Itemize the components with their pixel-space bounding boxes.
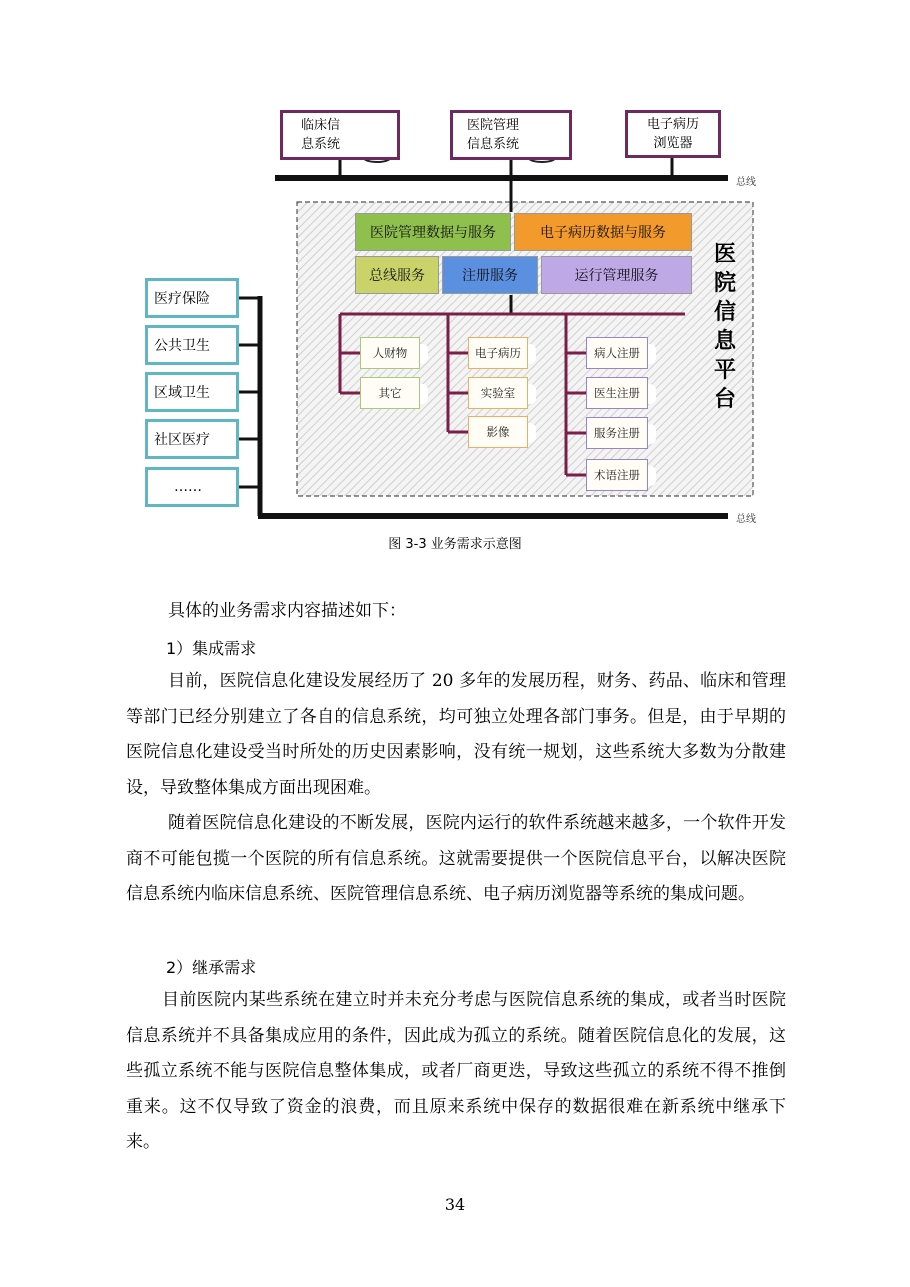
left-item-medical-insurance: 医疗保险 <box>145 278 239 318</box>
business-requirements-diagram <box>0 0 910 560</box>
data-item-hr-finance: 人财物 <box>360 337 420 369</box>
service-operations-mgmt: 运行管理服务 <box>541 256 692 294</box>
emr-browser-box <box>625 110 721 158</box>
section-1-heading: 1）集成需求 <box>166 639 257 658</box>
system-label-line: 医院管理 <box>467 118 520 133</box>
left-item-more: …… <box>145 467 239 507</box>
section-1-paragraph-1: 目前，医院信息化建设发展经历了 20 多年的发展历程，财务、药品、临床和管理等部门已经分别建立了各自的信息系统，均可独立处理各部门事务。但是，由于早期的医院信息化建设受当时所处的历史因素影响，没有统一规划，这些系统大多数为分散建设，导致整体集成方面出现困难。 <box>126 671 786 798</box>
hospital-mgmt-system-box <box>450 110 572 160</box>
service-registration: 注册服务 <box>442 256 538 294</box>
left-item-regional-health: 区域卫生 <box>145 372 239 412</box>
data-item-laboratory: 实验室 <box>468 377 528 409</box>
service-hospital-mgmt-data: 医院管理数据与服务 <box>355 213 511 251</box>
platform-title-char: 信 <box>713 300 736 325</box>
section-2-heading: 2）继承需求 <box>166 958 257 977</box>
figure-caption: 图 3-3 业务需求示意图 <box>388 537 522 552</box>
data-item-emr: 电子病历 <box>468 337 528 369</box>
data-item-terminology-registry: 术语注册 <box>586 459 648 491</box>
clinical-info-system-box <box>280 110 400 160</box>
data-item-other: 其它 <box>360 377 420 409</box>
data-item-imaging: 影像 <box>468 416 528 448</box>
platform-title-char: 台 <box>713 387 736 412</box>
system-label-line: 浏览器 <box>653 136 693 151</box>
section-1-paragraph-2: 随着医院信息化建设的不断发展，医院内运行的软件系统越来越多，一个软件开发商不可能包揽一个医院的所有信息系统。这就需要提供一个医院信息平台，以解决医院信息系统内临床信息系统、医院管理信息系统、电子病历浏览器等系统的集成问题。 <box>126 813 786 904</box>
bus-label-top: 总线 <box>736 177 756 188</box>
left-item-community-medical: 社区医疗 <box>145 419 239 459</box>
platform-title-char: 平 <box>713 358 736 383</box>
data-item-doctor-registry: 医生注册 <box>586 377 648 409</box>
platform-title-char: 院 <box>713 271 736 296</box>
left-item-public-health: 公共卫生 <box>145 325 239 365</box>
intro-paragraph: 具体的业务需求内容描述如下： <box>168 601 406 621</box>
page-number: 34 <box>444 1195 466 1214</box>
system-label-line: 电子病历 <box>646 117 699 132</box>
service-bus: 总线服务 <box>355 256 439 294</box>
service-emr-data: 电子病历数据与服务 <box>514 213 692 251</box>
data-item-patient-registry: 病人注册 <box>586 337 648 369</box>
data-item-service-registry: 服务注册 <box>586 417 648 449</box>
system-label-line: 信息系统 <box>467 137 520 152</box>
platform-title <box>712 240 738 414</box>
section-2-paragraph-1: 目前医院内某些系统在建立时并未充分考虑与医院信息系统的集成，或者当时医院信息系统并不具备集成应用的条件，因此成为孤立的系统。随着医院信息化的发展，这些孤立系统不能与医院信息整体集成，或者厂商更迭，导致这些孤立的系统不得不推倒重来。这不仅导致了资金的浪费，而且原来系统中保存的数据很难在新系统中继承下来。 <box>126 990 786 1152</box>
bus-label-bottom: 总线 <box>736 514 756 525</box>
system-label-line: 临床信 <box>301 118 341 133</box>
platform-title-char: 息 <box>713 329 736 354</box>
system-label-line: 息系统 <box>301 137 341 152</box>
platform-title-char: 医 <box>713 242 736 267</box>
